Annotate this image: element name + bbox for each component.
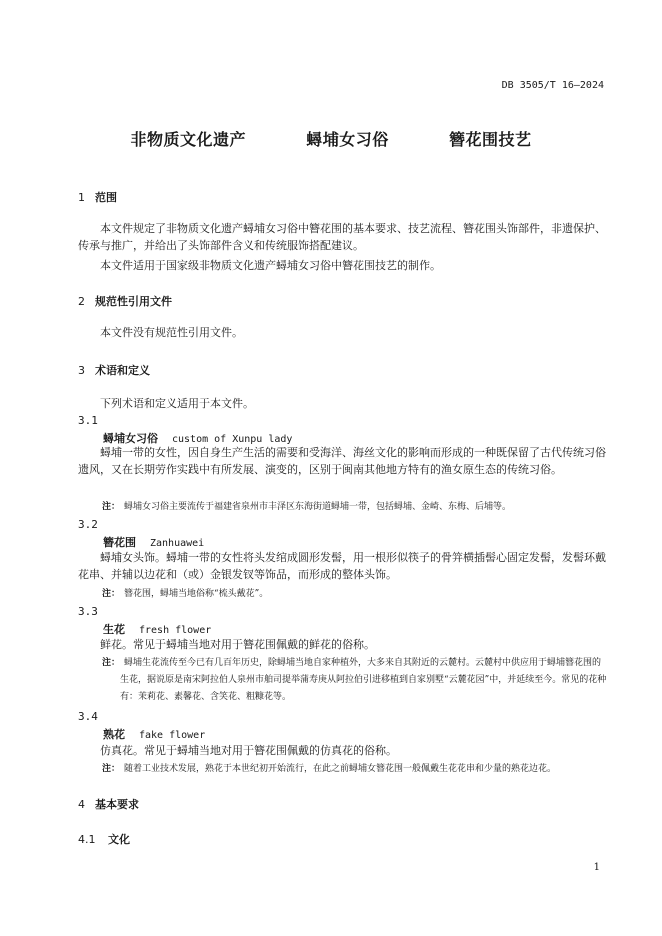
term-heading (103, 534, 204, 550)
term-heading (103, 726, 205, 742)
note-text: 蟳埔生花流传至今已有几百年历史，除蟳埔当地自家种植外，大多来自其附近的云麓村。云麓村中供应用于蟳埔簪花围的生花，据说原是南宋阿拉伯人泉州市舶司提举蒲寿庚从阿拉伯引进移植到自家别墅“云麓花园”中，并延续至今。常见的花种有：茉莉花、素馨花、含笑花、粗糠花等。 (120, 658, 607, 702)
term-english: custom of Xunpu lady (172, 434, 293, 445)
term-note (102, 586, 606, 603)
term-chinese: 蟳埔女习俗 (103, 432, 158, 445)
document-title: 非物质文化遗产 蟳埔女习俗 簪花围技艺 (130, 130, 532, 149)
section-number: 3 (78, 364, 85, 377)
section-title: 范围 (95, 191, 117, 204)
term-heading (103, 621, 211, 637)
term-english: Zanhuawei (150, 538, 205, 549)
note-label: 注： (102, 658, 121, 668)
term-definition: 鲜花。常见于蟳埔当地对用于簪花围佩戴的鲜花的俗称。 (100, 638, 375, 651)
page-number: 1 (593, 862, 600, 873)
note-text: 簪花围，蟳埔当地俗称“梳头戴花”。 (124, 589, 269, 599)
note-label: 注： (102, 764, 121, 774)
section-title: 基本要求 (95, 798, 139, 811)
section-1-heading (78, 189, 117, 205)
term-chinese: 生花 (103, 623, 125, 636)
section-title: 术语和定义 (95, 364, 150, 377)
term-definition: 蟳埔女头饰。蟳埔一带的女性将头发绾成圆形发髻，用一根形似筷子的骨笄横插髻心固定发髻，发髻环戴花串、并辅以边花和（或）金银发钗等饰品，而形成的整体头饰。 (78, 551, 606, 581)
section-3-intro: 下列术语和定义适用于本文件。 (100, 397, 254, 410)
section-number: 1 (78, 191, 85, 204)
section-4-heading (78, 796, 139, 812)
standard-code: DB 3505/T 16—2024 (501, 80, 604, 91)
section-number: 4 (78, 798, 85, 811)
section-2-heading (78, 293, 172, 309)
section-title: 规范性引用文件 (95, 295, 172, 308)
term-number: 3.4 (78, 710, 98, 723)
section-number: 2 (78, 295, 85, 308)
section-2-para: 本文件没有规范性引用文件。 (100, 326, 243, 339)
section-4-1-heading (78, 831, 130, 847)
section-title: 文化 (108, 833, 130, 846)
note-text: 蟳埔女习俗主要流传于福建省泉州市丰泽区东海街道蟳埔一带，包括蟳埔、金崎、东梅、后埔等。 (124, 502, 512, 512)
note-label: 注： (102, 589, 121, 599)
term-chinese: 簪花围 (103, 536, 136, 549)
term-number: 3.3 (78, 605, 98, 618)
note-text: 随着工业技术发展，熟花于本世纪初开始流行，在此之前蟳埔女簪花围一般佩戴生花花串和少量的熟花边花。 (124, 764, 557, 774)
term-note (102, 655, 610, 706)
section-3-heading (78, 362, 150, 378)
term-note (102, 761, 606, 778)
term-number: 3.1 (78, 414, 98, 427)
section-number: 4.1 (78, 833, 96, 846)
term-definition: 蟳埔一带的女性，因自身生产生活的需要和受海洋、海丝文化的影响而形成的一种既保留了古代传统习俗遗风，又在长期劳作实践中有所发展、演变的，区别于闽南其他地方特有的渔女原生态的传统习俗。 (78, 446, 606, 476)
term-english: fresh flower (139, 625, 212, 636)
note-label: 注： (102, 502, 121, 512)
section-1-para-1: 本文件规定了非物质文化遗产蟳埔女习俗中簪花围的基本要求、技艺流程、簪花围头饰部件，非遗保护、传承与推广，并给出了头饰部件含义和传统服饰搭配建议。 (78, 222, 606, 252)
section-1-para-2: 本文件适用于国家级非物质文化遗产蟳埔女习俗中簪花围技艺的制作。 (100, 259, 441, 272)
term-chinese: 熟花 (103, 728, 125, 741)
term-english: fake flower (139, 730, 206, 741)
term-note (102, 499, 606, 516)
term-number: 3.2 (78, 518, 98, 531)
term-definition: 仿真花。常见于蟳埔当地对用于簪花围佩戴的仿真花的俗称。 (100, 744, 397, 757)
